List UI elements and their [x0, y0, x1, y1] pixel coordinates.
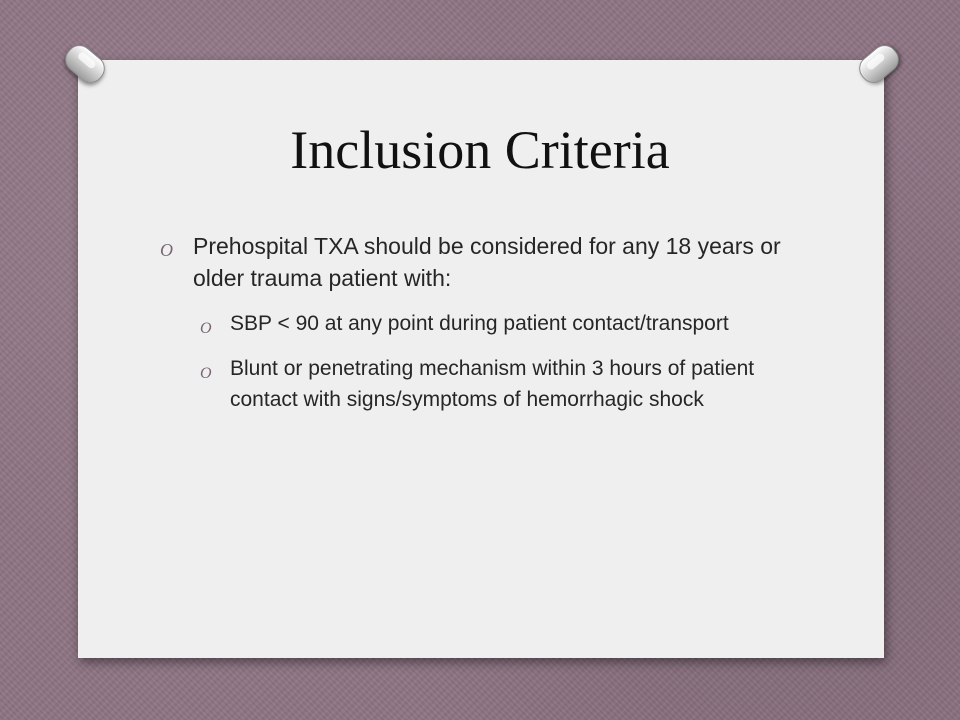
- bullet-list: [160, 230, 800, 429]
- sub-bullet-text: SBP < 90 at any point during patient contact/transport: [230, 312, 729, 335]
- bullet-item: [160, 230, 800, 294]
- sub-bullet-item: [200, 308, 800, 339]
- sub-bullet-item: [200, 353, 800, 415]
- bullet-text: Prehospital TXA should be considered for any 18 years or older trauma patient with:: [193, 233, 781, 291]
- bullet-marker-icon: O: [160, 240, 173, 260]
- bullet-marker-icon: O: [200, 365, 212, 382]
- slide-title: Inclusion Criteria: [290, 120, 670, 180]
- bullet-marker-icon: O: [200, 320, 212, 337]
- sub-bullet-text: Blunt or penetrating mechanism within 3 hours of patient contact with signs/symptoms of hemorrhagic shock: [230, 357, 755, 411]
